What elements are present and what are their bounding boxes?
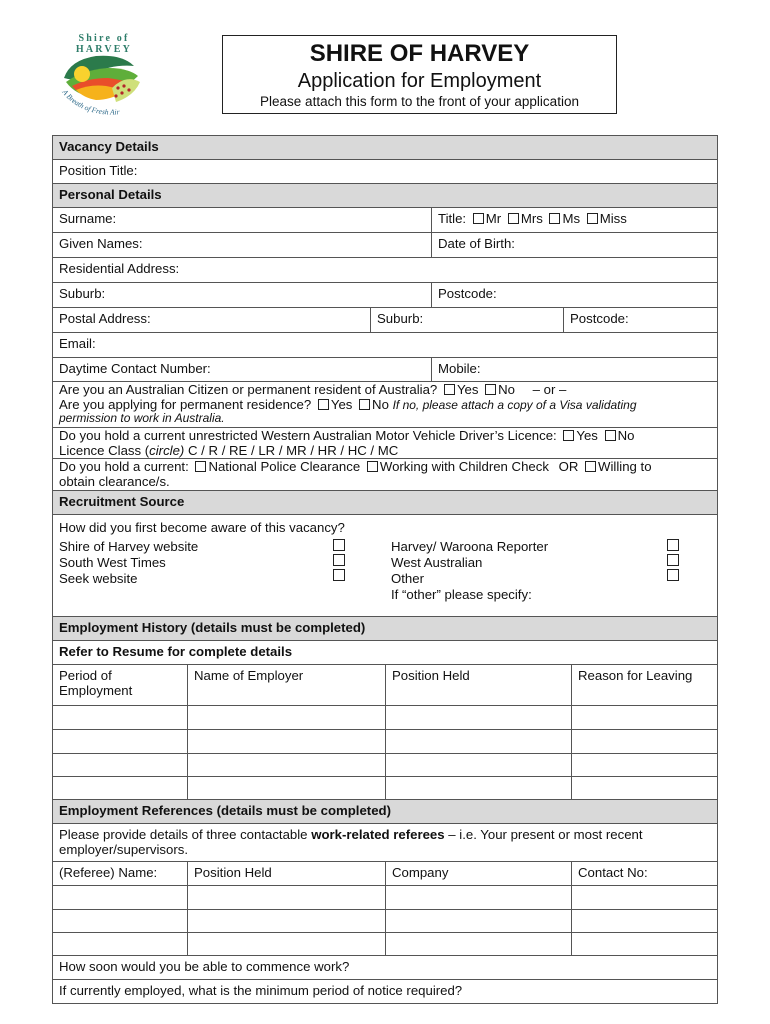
- title-field: Title: Mr Mrs Ms Miss: [438, 211, 627, 226]
- citizen-yes-checkbox[interactable]: [444, 384, 455, 395]
- reporter-checkbox[interactable]: [667, 539, 679, 551]
- recruitment-heading-row: [53, 491, 717, 515]
- col-referee-contact: Contact No:: [578, 865, 648, 880]
- employment-cell[interactable]: [386, 730, 572, 753]
- reference-cell[interactable]: [53, 886, 188, 909]
- commence-row: [53, 956, 717, 980]
- personal-heading-row: [53, 184, 717, 208]
- citizenship-question: Are you an Australian Citizen or permanent resident of Australia? Yes No – or – Are you applying for permanent residence? Yes No If no, please attach a copy of a Visa validating permission to work in Australia.: [53, 382, 717, 427]
- police-clearance-checkbox[interactable]: [195, 461, 206, 472]
- employment-cell[interactable]: [53, 754, 188, 776]
- email-row: [53, 333, 717, 358]
- citizenship-row: [53, 382, 717, 428]
- west-australian-checkbox[interactable]: [667, 554, 679, 566]
- source-seek: Seek website: [59, 571, 138, 586]
- employment-cell[interactable]: [572, 754, 717, 776]
- source-other-specify[interactable]: If “other” please specify:: [391, 587, 532, 602]
- employment-row[interactable]: [53, 754, 717, 777]
- visa-note: If no, please attach a copy of a Visa validating: [392, 397, 637, 412]
- position-title-row[interactable]: [53, 160, 717, 184]
- recruitment-heading: Recruitment Source: [53, 491, 717, 514]
- employment-cell[interactable]: [53, 730, 188, 753]
- licence-yes-checkbox[interactable]: [563, 430, 574, 441]
- suburb-row: [53, 283, 717, 308]
- employment-cell[interactable]: [386, 706, 572, 729]
- references-header-row: [53, 862, 717, 886]
- employment-subheading: Refer to Resume for complete details: [59, 644, 293, 659]
- daytime-contact-field[interactable]: Daytime Contact Number:: [53, 358, 432, 381]
- reference-cell[interactable]: [572, 933, 717, 955]
- source-west-australian: West Australian: [391, 555, 483, 570]
- references-heading-row: [53, 800, 717, 824]
- reference-row[interactable]: [53, 910, 717, 933]
- col-reason: Reason for Leaving: [578, 668, 693, 683]
- logo-name-main: HARVEY: [75, 44, 133, 55]
- source-shire-website: Shire of Harvey website: [59, 539, 199, 554]
- title-ms-checkbox[interactable]: [549, 213, 560, 224]
- reference-cell[interactable]: [53, 933, 188, 955]
- employment-subheading-row: [53, 641, 717, 665]
- reference-cell[interactable]: [188, 886, 386, 909]
- licence-no-checkbox[interactable]: [605, 430, 616, 441]
- reference-cell[interactable]: [572, 886, 717, 909]
- employment-cell[interactable]: [53, 706, 188, 729]
- col-period: Period of Employment: [53, 665, 188, 705]
- notice-row: [53, 980, 717, 1004]
- willing-checkbox[interactable]: [585, 461, 596, 472]
- surname-field[interactable]: Surname:: [53, 208, 432, 232]
- postal-row: [53, 308, 717, 333]
- col-referee-name: (Referee) Name:: [53, 862, 188, 885]
- employment-heading-row: [53, 617, 717, 641]
- postal-postcode-field[interactable]: Postcode:: [570, 311, 629, 326]
- postal-suburb-field[interactable]: Suburb:: [371, 308, 564, 332]
- logo-tagline: A Breath of Fresh Air: [60, 87, 120, 117]
- col-position: Position Held: [386, 665, 572, 705]
- clearance-row: [53, 459, 717, 491]
- employment-heading: Employment History (details must be completed): [53, 617, 717, 640]
- notice-field[interactable]: If currently employed, what is the minimum period of notice required?: [59, 983, 463, 998]
- reference-cell[interactable]: [53, 910, 188, 932]
- source-reporter: Harvey/ Waroona Reporter: [391, 539, 549, 554]
- col-employer: Name of Employer: [188, 665, 386, 705]
- employment-row[interactable]: [53, 706, 717, 730]
- employment-cell[interactable]: [572, 706, 717, 729]
- employment-cell[interactable]: [572, 777, 717, 799]
- pr-yes-checkbox[interactable]: [318, 399, 329, 410]
- employment-cell[interactable]: [188, 777, 386, 799]
- source-south-west-times: South West Times: [59, 555, 166, 570]
- suburb-field[interactable]: Suburb:: [53, 283, 432, 307]
- references-intro-row: [53, 824, 717, 862]
- recruitment-options: [53, 515, 717, 617]
- reference-cell[interactable]: [188, 910, 386, 932]
- seek-checkbox[interactable]: [333, 569, 345, 581]
- commence-field[interactable]: How soon would you be able to commence work?: [59, 959, 350, 974]
- shire-website-checkbox[interactable]: [333, 539, 345, 551]
- shire-logo: [52, 30, 152, 122]
- reference-row[interactable]: [53, 933, 717, 956]
- reference-cell[interactable]: [188, 933, 386, 955]
- recruitment-row: [53, 515, 717, 617]
- employment-cell[interactable]: [386, 777, 572, 799]
- employment-cell[interactable]: [53, 777, 188, 799]
- employment-row[interactable]: [53, 730, 717, 754]
- surname-row: [53, 208, 717, 233]
- given-names-field[interactable]: Given Names:: [53, 233, 432, 257]
- logo-emblem-icon: [52, 30, 152, 122]
- vacancy-heading-row: [53, 136, 717, 160]
- reference-cell[interactable]: [386, 910, 572, 932]
- employment-cell[interactable]: [188, 754, 386, 776]
- clearance-question: Do you hold a current: National Police Clearance Working with Children Check OR Willing to obtain clearance/s.: [59, 459, 652, 489]
- title-mr-checkbox[interactable]: [473, 213, 484, 224]
- residential-row: [53, 258, 717, 283]
- wwc-checkbox[interactable]: [367, 461, 378, 472]
- contact-row: [53, 358, 717, 382]
- references-heading: Employment References (details must be completed): [53, 800, 717, 823]
- logo-name-top: Shire of HARVEY: [62, 34, 146, 55]
- other-checkbox[interactable]: [667, 569, 679, 581]
- col-referee-position: Position Held: [188, 862, 386, 885]
- title-mrs-checkbox[interactable]: [508, 213, 519, 224]
- mobile-field[interactable]: Mobile:: [438, 361, 481, 376]
- licence-row: [53, 428, 717, 459]
- south-west-times-checkbox[interactable]: [333, 554, 345, 566]
- licence-class[interactable]: Licence Class (circle) C / R / RE / LR / MR / HR / HC / MC: [59, 442, 399, 458]
- employment-cell[interactable]: [386, 754, 572, 776]
- source-other: Other: [391, 571, 424, 586]
- pr-no-checkbox[interactable]: [359, 399, 370, 410]
- employment-cell[interactable]: [572, 730, 717, 753]
- postal-address-field[interactable]: Postal Address:: [53, 308, 371, 332]
- citizen-no-checkbox[interactable]: [485, 384, 496, 395]
- recruitment-question: How did you first become aware of this vacancy?: [59, 520, 345, 535]
- employment-row[interactable]: [53, 777, 717, 800]
- given-names-row: [53, 233, 717, 258]
- licence-question: Do you hold a current unrestricted Western Australian Motor Vehicle Driver’s Licence: Yes No Licence Class (circle) C / R / RE / LR / MR / HR / HC / MC: [53, 428, 717, 458]
- reference-cell[interactable]: [572, 910, 717, 932]
- visa-note-cont: permission to work in Australia.: [59, 411, 225, 425]
- position-title-field[interactable]: Position Title:: [59, 163, 138, 178]
- personal-heading: Personal Details: [53, 184, 717, 207]
- employment-header-row: [53, 665, 717, 706]
- application-form: [52, 135, 718, 1004]
- employment-cell[interactable]: [188, 706, 386, 729]
- vacancy-heading: Vacancy Details: [53, 136, 717, 159]
- email-field[interactable]: Email:: [59, 336, 96, 351]
- employment-cell[interactable]: [188, 730, 386, 753]
- form-note: Please attach this form to the front of your application: [260, 94, 579, 109]
- postcode-field[interactable]: Postcode:: [438, 286, 497, 301]
- col-referee-company: Company: [386, 862, 572, 885]
- form-subtitle: Application for Employment: [297, 70, 542, 92]
- references-intro: Please provide details of three contactable work-related referees – i.e. Your present or most recent employer/supervisors.: [59, 827, 643, 857]
- title-miss-checkbox[interactable]: [587, 213, 598, 224]
- dob-field[interactable]: Date of Birth:: [438, 236, 515, 251]
- form-header: [222, 35, 617, 114]
- form-title: SHIRE OF HARVEY: [309, 40, 530, 67]
- reference-cell[interactable]: [386, 933, 572, 955]
- residential-address-field[interactable]: Residential Address:: [59, 261, 180, 276]
- reference-row[interactable]: [53, 886, 717, 910]
- reference-cell[interactable]: [386, 886, 572, 909]
